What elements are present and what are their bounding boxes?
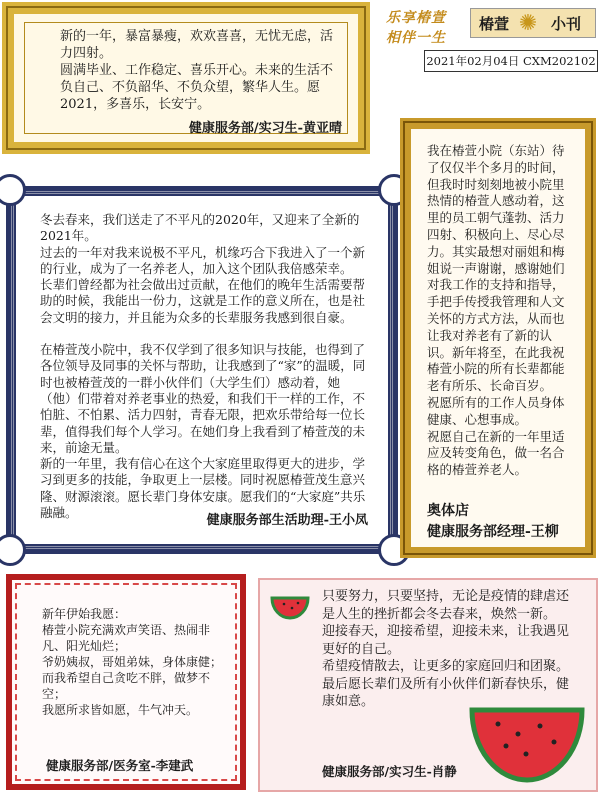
masthead [470,8,596,38]
paragraph: 最后愿长辈们及所有小伙伴们新春快乐，健康如意。 [322,676,570,709]
greeting-card-li-jianwu [6,574,246,790]
greeting-card-xiao-jing [258,578,598,792]
greeting-card-wang-xiaofeng [6,186,398,554]
paragraph: 新的一年里，我有信心在这个大家庭里取得更大的进步，学习到更多的技能，争取更上一层楼。同时祝愿椿萱茂生意兴隆、财源滚滚。愿长辈门身体安康。愿我们的“大家庭”共乐融融。 [40,456,366,521]
signature: 健康服务部/医务室-李建武 [46,758,194,773]
flower-icon: ✺ [518,10,538,36]
masthead-title: 椿萱 [479,14,510,33]
brand-line: 乐享椿萱 [386,10,446,26]
masthead-subtitle: 小刊 [551,14,582,33]
paragraph: 新的一年，暴富暴瘦，欢欢喜喜，无忧无虑，活力四射。 [60,29,334,61]
watermelon-icon [468,704,586,784]
card-text [322,588,580,711]
card-text [40,212,368,521]
brand-slogan [386,8,462,54]
signature-store: 奥体店 [427,502,469,519]
issue-dateline: 2021年02月04日 CXM202102 [424,50,598,72]
paragraph: 圆满毕业、工作稳定、喜乐开心。未来的生活不负自己、不负韶华、不负众望，繁华人生。愿2021，多喜乐，长安宁。 [60,63,334,112]
paragraph: 我愿所求皆如愿，牛气冲天。 [42,703,199,717]
signature: 健康服务部/实习生-黄亚晴 [188,121,342,136]
brand-line: 相伴一生 [386,30,446,46]
paragraph: 希望疫情散去，让更多的家庭回归和团聚。 [322,659,570,674]
signature [427,501,575,543]
paragraph: 冬去春来，我们送走了不平凡的2020年，又迎来了全新的2021年。 [40,212,360,244]
ornament-corner [0,534,26,566]
signature-name: 健康服务部经理-王柳 [427,523,559,540]
signature: 健康服务部/实习生-肖静 [322,764,457,779]
card-text [60,28,336,113]
paragraph: 在椿萱茂小院中，我不仅学到了很多知识与技能，也得到了各位领导及同事的关怀与帮助，让我感到了“家”的温暖，同时也被椿萱茂的一群小伙伴们（大学生们）感动着，她（他）们带着对养老事业的热爱，和我们干一样的工作，不怕脏、不怕累、活力四射，青春无限，把欢乐带给每一位长辈，值得我们每个人学习。在她们身上我看到了椿萱茂的未来，前途无量。 [40,342,366,455]
paragraph: 只要努力，只要坚持，无论是疫情的肆虐还是人生的挫折都会冬去春来，焕然一新。 [322,589,570,622]
card-text [427,143,575,479]
signature: 健康服务部生活助理-王小凤 [206,513,368,528]
paragraph: 爷奶姨叔，哥姐弟妹，身体康健；而我希望自己贪吃不胖，做梦不空； [42,655,223,701]
greeting-card-wang-liu [400,118,596,558]
card-text [42,606,226,718]
watermelon-slice-icon [270,596,310,622]
paragraph: 迎接春天，迎接希望，迎接未来，让我遇见更好的自己。 [322,624,570,657]
paragraph: 我在椿萱小院（东站）待了仅仅半个多月的时间，但我时时刻刻地被小院里热情的椿萱人感动着，这里的员工朝气蓬勃、活力四射、积极向上、尽心尽力。其实最想对丽姐和梅姐说一声谢谢，感谢她们对我工作的支持和指导，手把手传授我管理和人文关怀的方式方法，从而也让我对养老有了新的认识。新年将至，在此我祝椿萱小院的所有长辈都能老有所乐、长命百岁。 [427,143,565,394]
paragraph: 新年伊始我愿： [42,607,127,621]
greeting-card-huang [2,2,370,154]
paragraph: 长辈们曾经都为社会做出过贡献，在他们的晚年生活需要帮助的时候，我能出一份力，这就是工作的意义所在，也是社会文明的接力，并且能为众多的长辈服务我感到很自豪。 [40,277,366,325]
paragraph: 祝愿自己在新的一年里适应及转变角色，做一名合格的椿萱养老人。 [427,428,565,478]
paragraph: 祝愿所有的工作人员身体健康、心想事成。 [427,394,565,427]
paragraph: 过去的一年对我来说极不平凡，机缘巧合下我进入了一个新的行业，成为了一名养老人，加入这个团队我倍感荣幸。 [40,244,366,276]
ornament-corner [0,174,26,206]
paragraph: 椿萱小院充满欢声笑语、热闹非凡、阳光灿烂； [42,623,211,653]
